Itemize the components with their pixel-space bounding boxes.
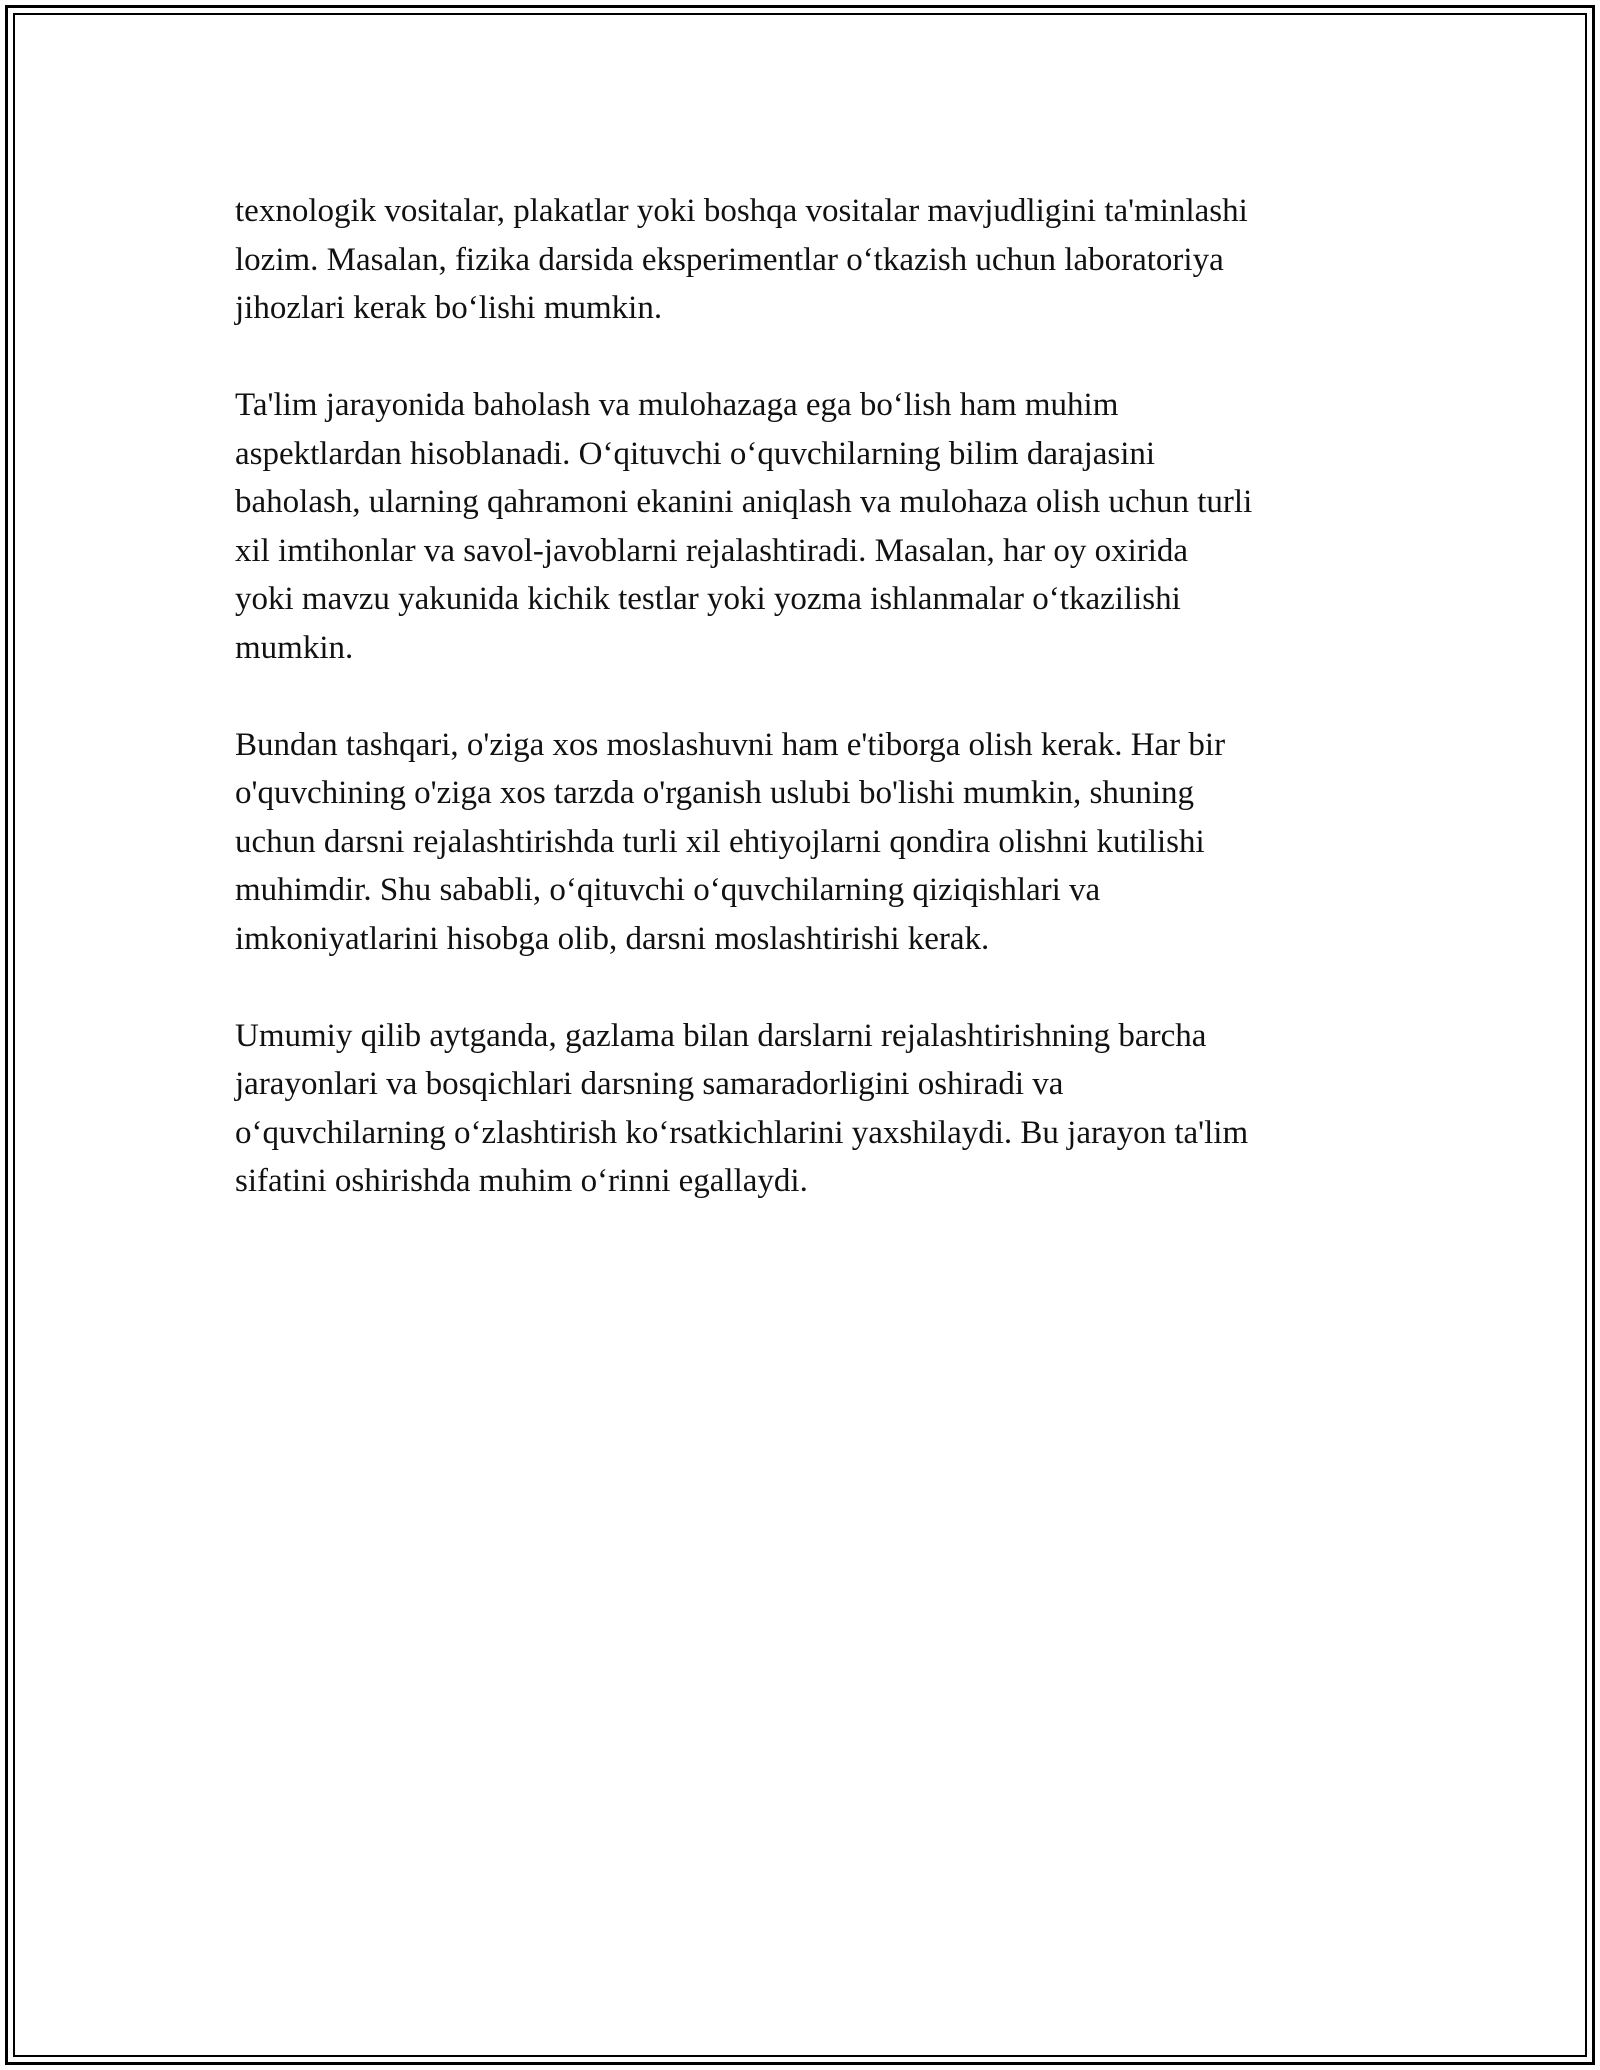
text-line: muhimdir. Shu sababli, o‘qituvchi o‘quvchilarning qiziqishlari va [235, 872, 1101, 908]
text-line: lozim. Masalan, fizika darsida eksperimentlar o‘tkazish uchun laboratoriya [235, 241, 1224, 278]
text-line: Umumiy qilib aytganda, gazlama bilan darslarni rejalashtirishning barcha [235, 1017, 1207, 1054]
text-line: mumkin. [235, 629, 354, 666]
text-line: Ta'lim jarayonida baholash va mulohazaga ega bo‘lish ham muhim [235, 387, 1119, 423]
text-line: jarayonlari va bosqichlari darsning samaradorligini oshiradi va [235, 1066, 1064, 1102]
text-line: baholash, ularning qahramoni ekanini aniqlash va mulohaza olish uchun turli [235, 484, 1253, 520]
document-body [235, 187, 1385, 1254]
text-line: yoki mavzu yakunida kichik testlar yoki yozma ishlanmalar o‘tkazilishi [235, 581, 1181, 617]
text-line: o‘quvchilarning o‘zlashtirish ko‘rsatkichlarini yaxshilaydi. Bu jarayon ta'lim [235, 1114, 1249, 1151]
paragraph [235, 1012, 1385, 1206]
paragraph [235, 187, 1385, 333]
paragraph [235, 381, 1385, 672]
text-line: o'quvchining o'ziga xos tarzda o'rganish uslubi bo'lishi mumkin, shuning [235, 775, 1195, 811]
text-line: sifatini oshirishda muhim o‘rinni egallaydi. [235, 1163, 808, 1199]
text-line: xil imtihonlar va savol-javoblarni rejalashtiradi. Masalan, har oy oxirida [235, 532, 1189, 569]
text-line: imkoniyatlarini hisobga olib, darsni moslashtirishi kerak. [235, 920, 990, 957]
text-line: aspektlardan hisoblanadi. O‘qituvchi o‘quvchilarning bilim darajasini [235, 435, 1156, 472]
text-line: Bundan tashqari, o'ziga xos moslashuvni ham e'tiborga olish kerak. Har bir [235, 726, 1226, 763]
text-line: texnologik vositalar, plakatlar yoki boshqa vositalar mavjudligini ta'minlashi [235, 193, 1248, 229]
text-line: jihozlari kerak bo‘lishi mumkin. [235, 290, 663, 326]
text-line: uchun darsni rejalashtirishda turli xil ehtiyojlarni qondira olishni kutilishi [235, 823, 1205, 860]
paragraph [235, 721, 1385, 964]
